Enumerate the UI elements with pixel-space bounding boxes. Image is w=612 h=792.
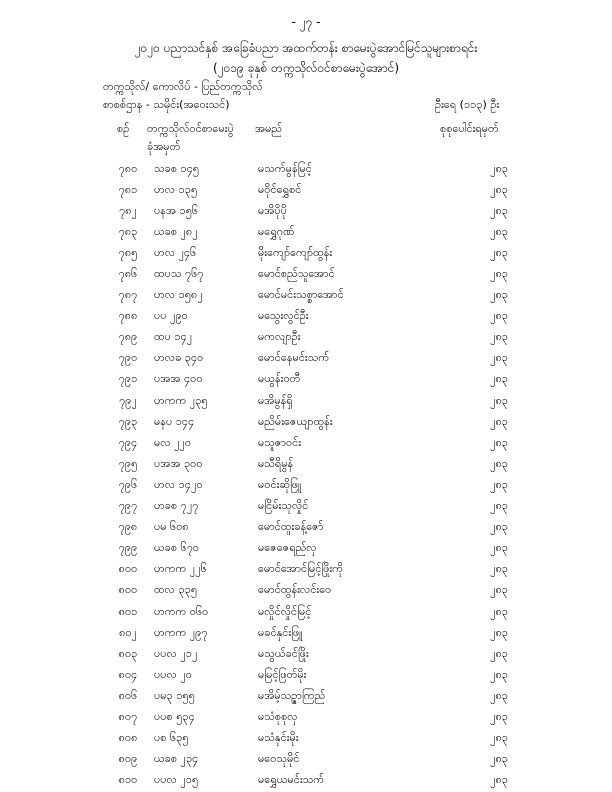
registration-number: ဟလ ၁၃၅ — [154, 182, 198, 196]
student-name: မကလျာဦး — [258, 330, 301, 344]
registration-number: မနပ ၁၄၄ — [154, 414, 195, 428]
results-table — [104, 159, 535, 792]
total-score: ၂၈၃ — [490, 477, 508, 491]
row-number: ၇၈၃ — [118, 224, 138, 238]
row-number: ၈၀၆ — [118, 688, 138, 702]
student-name: မောင်အောင်မြင့်ဖြိုးကို — [258, 562, 344, 576]
registration-number: ဟကက ၂၉၇ — [154, 625, 208, 639]
student-name: မောင်ထွန်းလင်းဝေ — [258, 583, 332, 597]
total-score: ၂၈၃ — [490, 267, 508, 281]
row-number: ၇၉၉ — [118, 541, 138, 555]
table-row — [104, 349, 535, 370]
student-name: မသက်မွန်မြင့် — [258, 161, 312, 175]
university-header: တက္ကသိုလ်/ ကောလိပ် - ပြည်တက္ကသိုလ် — [103, 80, 263, 93]
row-number: ၇၉၄ — [118, 435, 138, 449]
row-number: ၈၀၂ — [119, 625, 137, 639]
registration-number: ထပသ ၇၆၇ — [154, 267, 204, 281]
table-row — [104, 750, 535, 771]
table-row — [104, 264, 535, 285]
student-name: မောင်နေမင်းသက် — [258, 351, 330, 365]
total-score: ၂၈၃ — [490, 667, 508, 681]
row-number: ၇၉၀ — [118, 351, 138, 365]
row-number: ၈၀၄ — [118, 667, 138, 681]
student-name: မသီရိမွန် — [258, 456, 294, 470]
row-number: ၈၀၇ — [118, 709, 138, 723]
column-header-no: စဉ် — [117, 122, 130, 135]
column-header-name: အမည် — [255, 122, 283, 135]
table-row — [104, 771, 535, 792]
row-number: ၈၀၉ — [118, 752, 138, 766]
total-score: ၂၈၃ — [490, 330, 508, 344]
total-score: ၂၈၃ — [490, 688, 508, 702]
document-title: ၂၀၂၀ ပညာသင်နှစ် အခြေခံပညာ အထက်တန်း စာမေးပွဲအောင်မြင်သူများစာရင်း — [134, 41, 478, 55]
total-score: ၂၈၃ — [490, 646, 508, 660]
total-score: ၂၈၃ — [490, 161, 508, 175]
total-score: ၂၈၃ — [490, 414, 508, 428]
registration-number: ယခစ ၂၃၄ — [154, 752, 199, 766]
table-row — [104, 581, 535, 602]
registration-number: ပမ ၆၀၈ — [154, 520, 189, 534]
registration-number: ဟလခ ၃၄၀ — [154, 351, 204, 365]
row-number: ၇၈၆ — [118, 267, 138, 281]
registration-number: ယခစ ၂၈၂ — [154, 224, 198, 238]
registration-number: ပအအ ၃၀၀ — [154, 456, 203, 470]
student-name: မဝေသုမိုင် — [258, 752, 300, 766]
registration-number: ပနအ ၁၅၆ — [154, 203, 199, 217]
table-row — [104, 412, 535, 433]
registration-number: ဟကက ၂၂၆ — [154, 562, 207, 576]
total-score: ၂၈၃ — [490, 224, 508, 238]
total-score: ၂၈၃ — [490, 203, 508, 217]
registration-number: ဟကက ၂၃၅ — [154, 393, 208, 407]
row-number: ၇၉၇ — [118, 499, 138, 513]
total-score: ၂၈၃ — [490, 625, 508, 639]
total-score: ၂၈၃ — [490, 309, 508, 323]
table-row — [104, 475, 535, 496]
table-row — [104, 665, 535, 686]
row-number: ၇၈၁ — [118, 182, 138, 196]
row-number: ၇၈၀ — [118, 161, 138, 175]
row-number: ၇၈၈ — [118, 309, 138, 323]
total-score: ၂၈၃ — [490, 583, 508, 597]
registration-number: ပပစ ၅၃၄ — [154, 709, 195, 723]
total-score: ၂၈၃ — [490, 456, 508, 470]
table-row — [104, 602, 535, 623]
page-number: - ၂၇ - — [291, 15, 321, 29]
column-header-reg: တက္ကသိုလ်ဝင်စာမေးပွဲ — [147, 122, 234, 135]
registration-number: ဟလ ၁၅၈၂ — [154, 288, 203, 302]
row-number: ၇၉၂ — [119, 393, 137, 407]
student-name: မရွှေဂုဏ် — [258, 224, 295, 238]
table-row — [104, 518, 535, 539]
student-name: မသံနှင်းမိုး — [258, 731, 299, 745]
row-number: ၇၈၉ — [118, 330, 138, 344]
row-number: ၇၉၈ — [118, 520, 138, 534]
registration-number: ပမ၃ ၁၅၅ — [154, 688, 195, 702]
table-row — [104, 370, 535, 391]
registration-number: ပပလ ၂၁၅ — [154, 773, 199, 787]
exam-center-header: စာစစ်ဌာန - သမိုင်း(အဝေးသင်) — [103, 98, 230, 111]
student-name: မအိမ့်သဉ္ဇာကြည် — [258, 688, 326, 702]
table-row — [104, 222, 535, 243]
row-number: ၇၈၂ — [119, 203, 137, 217]
total-score: ၂၈၃ — [490, 372, 508, 386]
row-number: ၈၀၃ — [118, 646, 138, 660]
total-score: ၂၈၃ — [490, 499, 508, 513]
student-name: မငြိမ်းသုလှိုင် — [258, 499, 309, 513]
table-row — [104, 307, 535, 328]
column-header-reg-line2: ခုံအမှတ် — [147, 140, 181, 153]
table-row — [104, 623, 535, 644]
row-number: ၇၉၅ — [118, 456, 138, 470]
row-number: ၇၈၇ — [118, 288, 138, 302]
row-number: ၇၉၁ — [118, 372, 138, 386]
row-number: ၈၁၀ — [118, 773, 138, 787]
registration-number: ပပလ ၂၁၂ — [154, 646, 198, 660]
total-score: ၂၈၃ — [490, 709, 508, 723]
results-table-body — [104, 159, 535, 792]
total-score: ၂၈၃ — [490, 520, 508, 534]
document-subtitle: (၂၀၁၉ ခုနှစ် တက္ကသိုလ်ဝင်စာမေးပွဲအောင်) — [212, 61, 400, 75]
table-row — [104, 159, 535, 180]
table-row — [104, 539, 535, 560]
student-name: မောင်မင်းသစ္စာအောင် — [258, 288, 344, 302]
student-name: မဝိုင်ရွှေစင် — [258, 182, 302, 196]
student-name: မအိပိုပို — [258, 203, 287, 217]
total-score: ၂၈၃ — [490, 752, 508, 766]
student-name: မယွန်းဝတီ — [258, 372, 301, 386]
student-name: မဝင်းဆိုဖြူ — [258, 477, 302, 491]
table-row — [104, 454, 535, 475]
table-row — [104, 328, 535, 349]
table-row — [104, 707, 535, 728]
student-name: မလှိုင်လှိုင်မြင့် — [258, 604, 312, 618]
total-score: ၂၈၃ — [490, 562, 508, 576]
row-number: ၇၉၆ — [118, 477, 138, 491]
registration-number: ဟခစ ၇၂၇ — [154, 499, 199, 513]
table-row — [104, 686, 535, 707]
registration-number: ဟလ ၁၄၂၀ — [154, 477, 203, 491]
table-row — [104, 286, 535, 307]
total-score: ၂၈၃ — [490, 541, 508, 555]
total-score: ၂၈၃ — [490, 435, 508, 449]
registration-number: ပအအ ၄၀၀ — [154, 372, 203, 386]
table-row — [104, 243, 535, 264]
registration-number: ယခစ ၆၇၀ — [154, 541, 200, 555]
row-number: ၈၀၈ — [118, 731, 138, 745]
total-score: ၂၈၃ — [490, 245, 508, 259]
total-score: ၂၈၃ — [490, 351, 508, 365]
student-name: မသွယ်ခင်ဖြိုး — [258, 646, 309, 660]
registration-number: မလ ၂၂၀ — [154, 435, 192, 449]
row-number: ၈၀၀ — [118, 562, 138, 576]
registration-number: သခစ ၁၄၅ — [154, 161, 200, 175]
total-score: ၂၈၃ — [490, 288, 508, 302]
student-name: မဇေဇေရည်လှ — [258, 541, 317, 555]
student-name: မသံစုစုလှ — [258, 709, 298, 723]
student-name: မောင်ထူးခန့်ဇော် — [258, 520, 324, 534]
student-name: မညိမ်းဇေယျာထွန်း — [258, 414, 333, 428]
student-name: မအိမွန်ရှိ — [258, 393, 293, 407]
total-score: ၂၈၃ — [490, 773, 508, 787]
registration-number: ထလ ၃၃၅ — [154, 583, 198, 597]
table-row — [104, 180, 535, 201]
total-score: ၂၈၃ — [490, 604, 508, 618]
table-row — [104, 201, 535, 222]
student-name: မိုးကျော်ကျော်ထွန်း — [258, 245, 333, 259]
table-row — [104, 391, 535, 412]
student-name: မောင်စည်သူအောင် — [258, 267, 335, 281]
student-name: မသွေးလွင်ဦး — [258, 309, 309, 323]
student-name: မရွှေယမင်းသက် — [258, 773, 325, 787]
column-header-score: စုစုပေါင်းရမှတ် — [440, 122, 499, 135]
total-score: ၂၈၃ — [490, 393, 508, 407]
row-number: ၇၈၅ — [118, 245, 138, 259]
row-number: ၇၉၃ — [118, 414, 138, 428]
table-row — [104, 729, 535, 750]
total-score: ၂၈၃ — [490, 182, 508, 196]
student-name: မမြင့်ဖြတ်မိုး — [258, 667, 307, 681]
student-name: မသူဇာဝင်း — [258, 435, 302, 449]
registration-number: ပပ ၂၉၀ — [154, 309, 188, 323]
total-score: ၂၈၃ — [490, 731, 508, 745]
total-count-header: ဦးရေ (၁၁၃) ဦး — [435, 98, 500, 111]
table-row — [104, 497, 535, 518]
student-name: မခင်နှင်းဖြူ — [258, 625, 303, 639]
table-row — [104, 433, 535, 454]
row-number: ၈၀၁ — [118, 604, 138, 618]
registration-number: ဟကက ၀၆၀ — [154, 604, 209, 618]
registration-number: ပပလ ၂၀ — [154, 667, 192, 681]
registration-number: ပစ ၆၃၅ — [154, 731, 189, 745]
registration-number: ဟလ ၂၄၆ — [154, 245, 197, 259]
registration-number: ထပ ၁၄၂ — [154, 330, 193, 344]
row-number: ၈၀၀ — [118, 583, 138, 597]
table-row — [104, 560, 535, 581]
table-row — [104, 644, 535, 665]
